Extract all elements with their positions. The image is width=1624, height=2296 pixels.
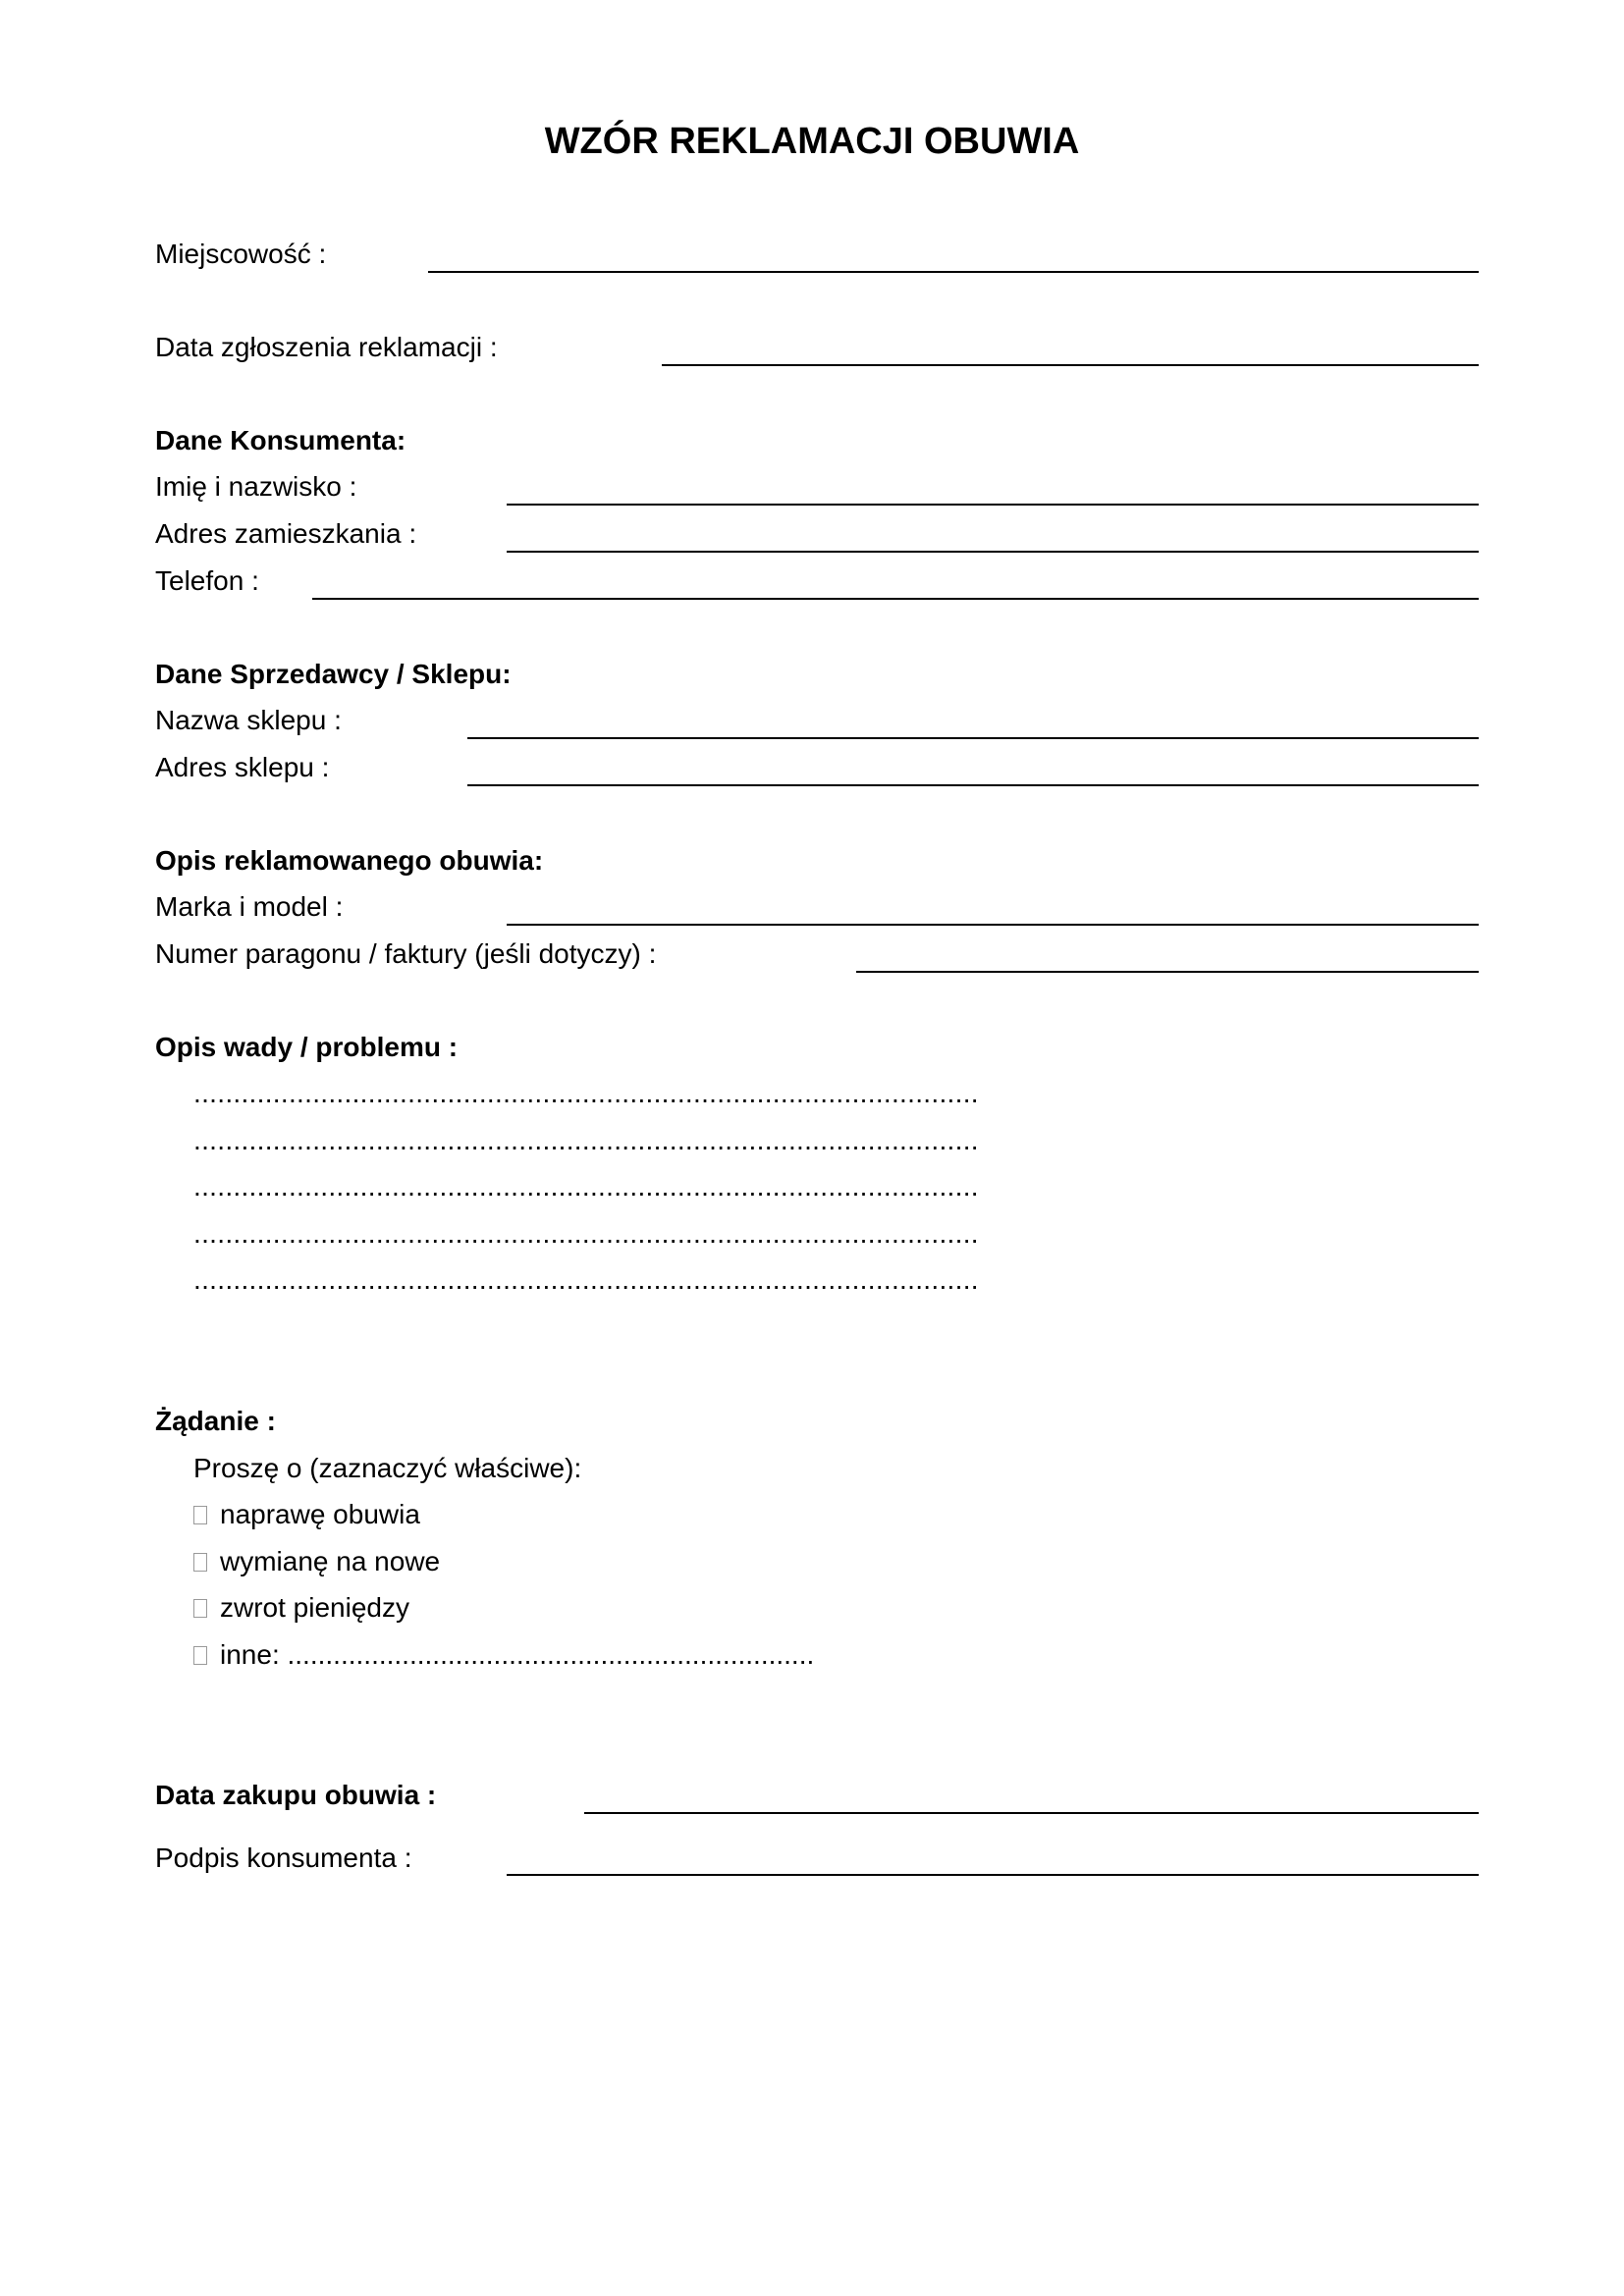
podpis-field[interactable] [507, 1874, 1479, 1876]
checkbox[interactable] [193, 1646, 207, 1665]
wada-line[interactable]: ................................................................................................... [193, 1264, 979, 1295]
marka-label: Marka i model : [155, 891, 344, 922]
paragon-label: Numer paragonu / faktury (jeśli dotyczy) : [155, 938, 657, 969]
adres-zamieszkania-label: Adres zamieszkania : [155, 518, 417, 549]
adres-zamieszkania-field[interactable] [507, 551, 1479, 553]
data-zakupu-field[interactable] [584, 1812, 1479, 1814]
option-label: naprawę obuwia [220, 1499, 420, 1529]
wada-heading: Opis wady / problemu : [155, 1032, 459, 1062]
nazwa-sklepu-field[interactable] [467, 737, 1479, 739]
wada-line[interactable]: ................................................................................................... [193, 1171, 979, 1201]
document-title: WZÓR REKLAMACJI OBUWIA [544, 121, 1080, 162]
wada-line[interactable]: ................................................................................................... [193, 1125, 979, 1155]
checkbox[interactable] [193, 1599, 207, 1618]
option-label: zwrot pieniędzy [220, 1592, 409, 1623]
option-naprawa[interactable] [193, 1498, 420, 1531]
data-zgloszenia-field[interactable] [662, 364, 1479, 366]
option-wymiana[interactable] [193, 1545, 440, 1578]
telefon-label: Telefon : [155, 565, 259, 596]
checkbox[interactable] [193, 1553, 207, 1572]
sprzedawca-heading: Dane Sprzedawcy / Sklepu: [155, 659, 512, 689]
podpis-label: Podpis konsumenta : [155, 1842, 412, 1873]
telefon-field[interactable] [312, 598, 1479, 600]
wada-line[interactable]: ................................................................................................... [193, 1078, 979, 1108]
imie-label: Imię i nazwisko : [155, 471, 357, 502]
wada-line[interactable]: ................................................................................................... [193, 1218, 979, 1249]
konsument-heading: Dane Konsumenta: [155, 425, 406, 455]
paragon-field[interactable] [856, 971, 1479, 973]
adres-sklepu-field[interactable] [467, 784, 1479, 786]
option-label: wymianę na nowe [220, 1546, 441, 1576]
option-label: inne: ..................................................................... [220, 1639, 815, 1670]
adres-sklepu-label: Adres sklepu : [155, 752, 330, 782]
checkbox[interactable] [193, 1506, 207, 1524]
data-zgloszenia-label: Data zgłoszenia reklamacji : [155, 332, 498, 362]
nazwa-sklepu-label: Nazwa sklepu : [155, 705, 342, 735]
zadanie-intro: Proszę o (zaznaczyć właściwe): [193, 1453, 582, 1483]
option-zwrot[interactable] [193, 1591, 409, 1625]
obuwie-heading: Opis reklamowanego obuwia: [155, 845, 544, 876]
miejscowosc-label: Miejscowość : [155, 239, 327, 269]
marka-field[interactable] [507, 924, 1479, 926]
imie-field[interactable] [507, 504, 1479, 506]
data-zakupu-label: Data zakupu obuwia : [155, 1780, 437, 1810]
miejscowosc-field[interactable] [428, 271, 1479, 273]
option-inne[interactable] [193, 1638, 814, 1672]
zadanie-heading: Żądanie : [155, 1406, 276, 1436]
